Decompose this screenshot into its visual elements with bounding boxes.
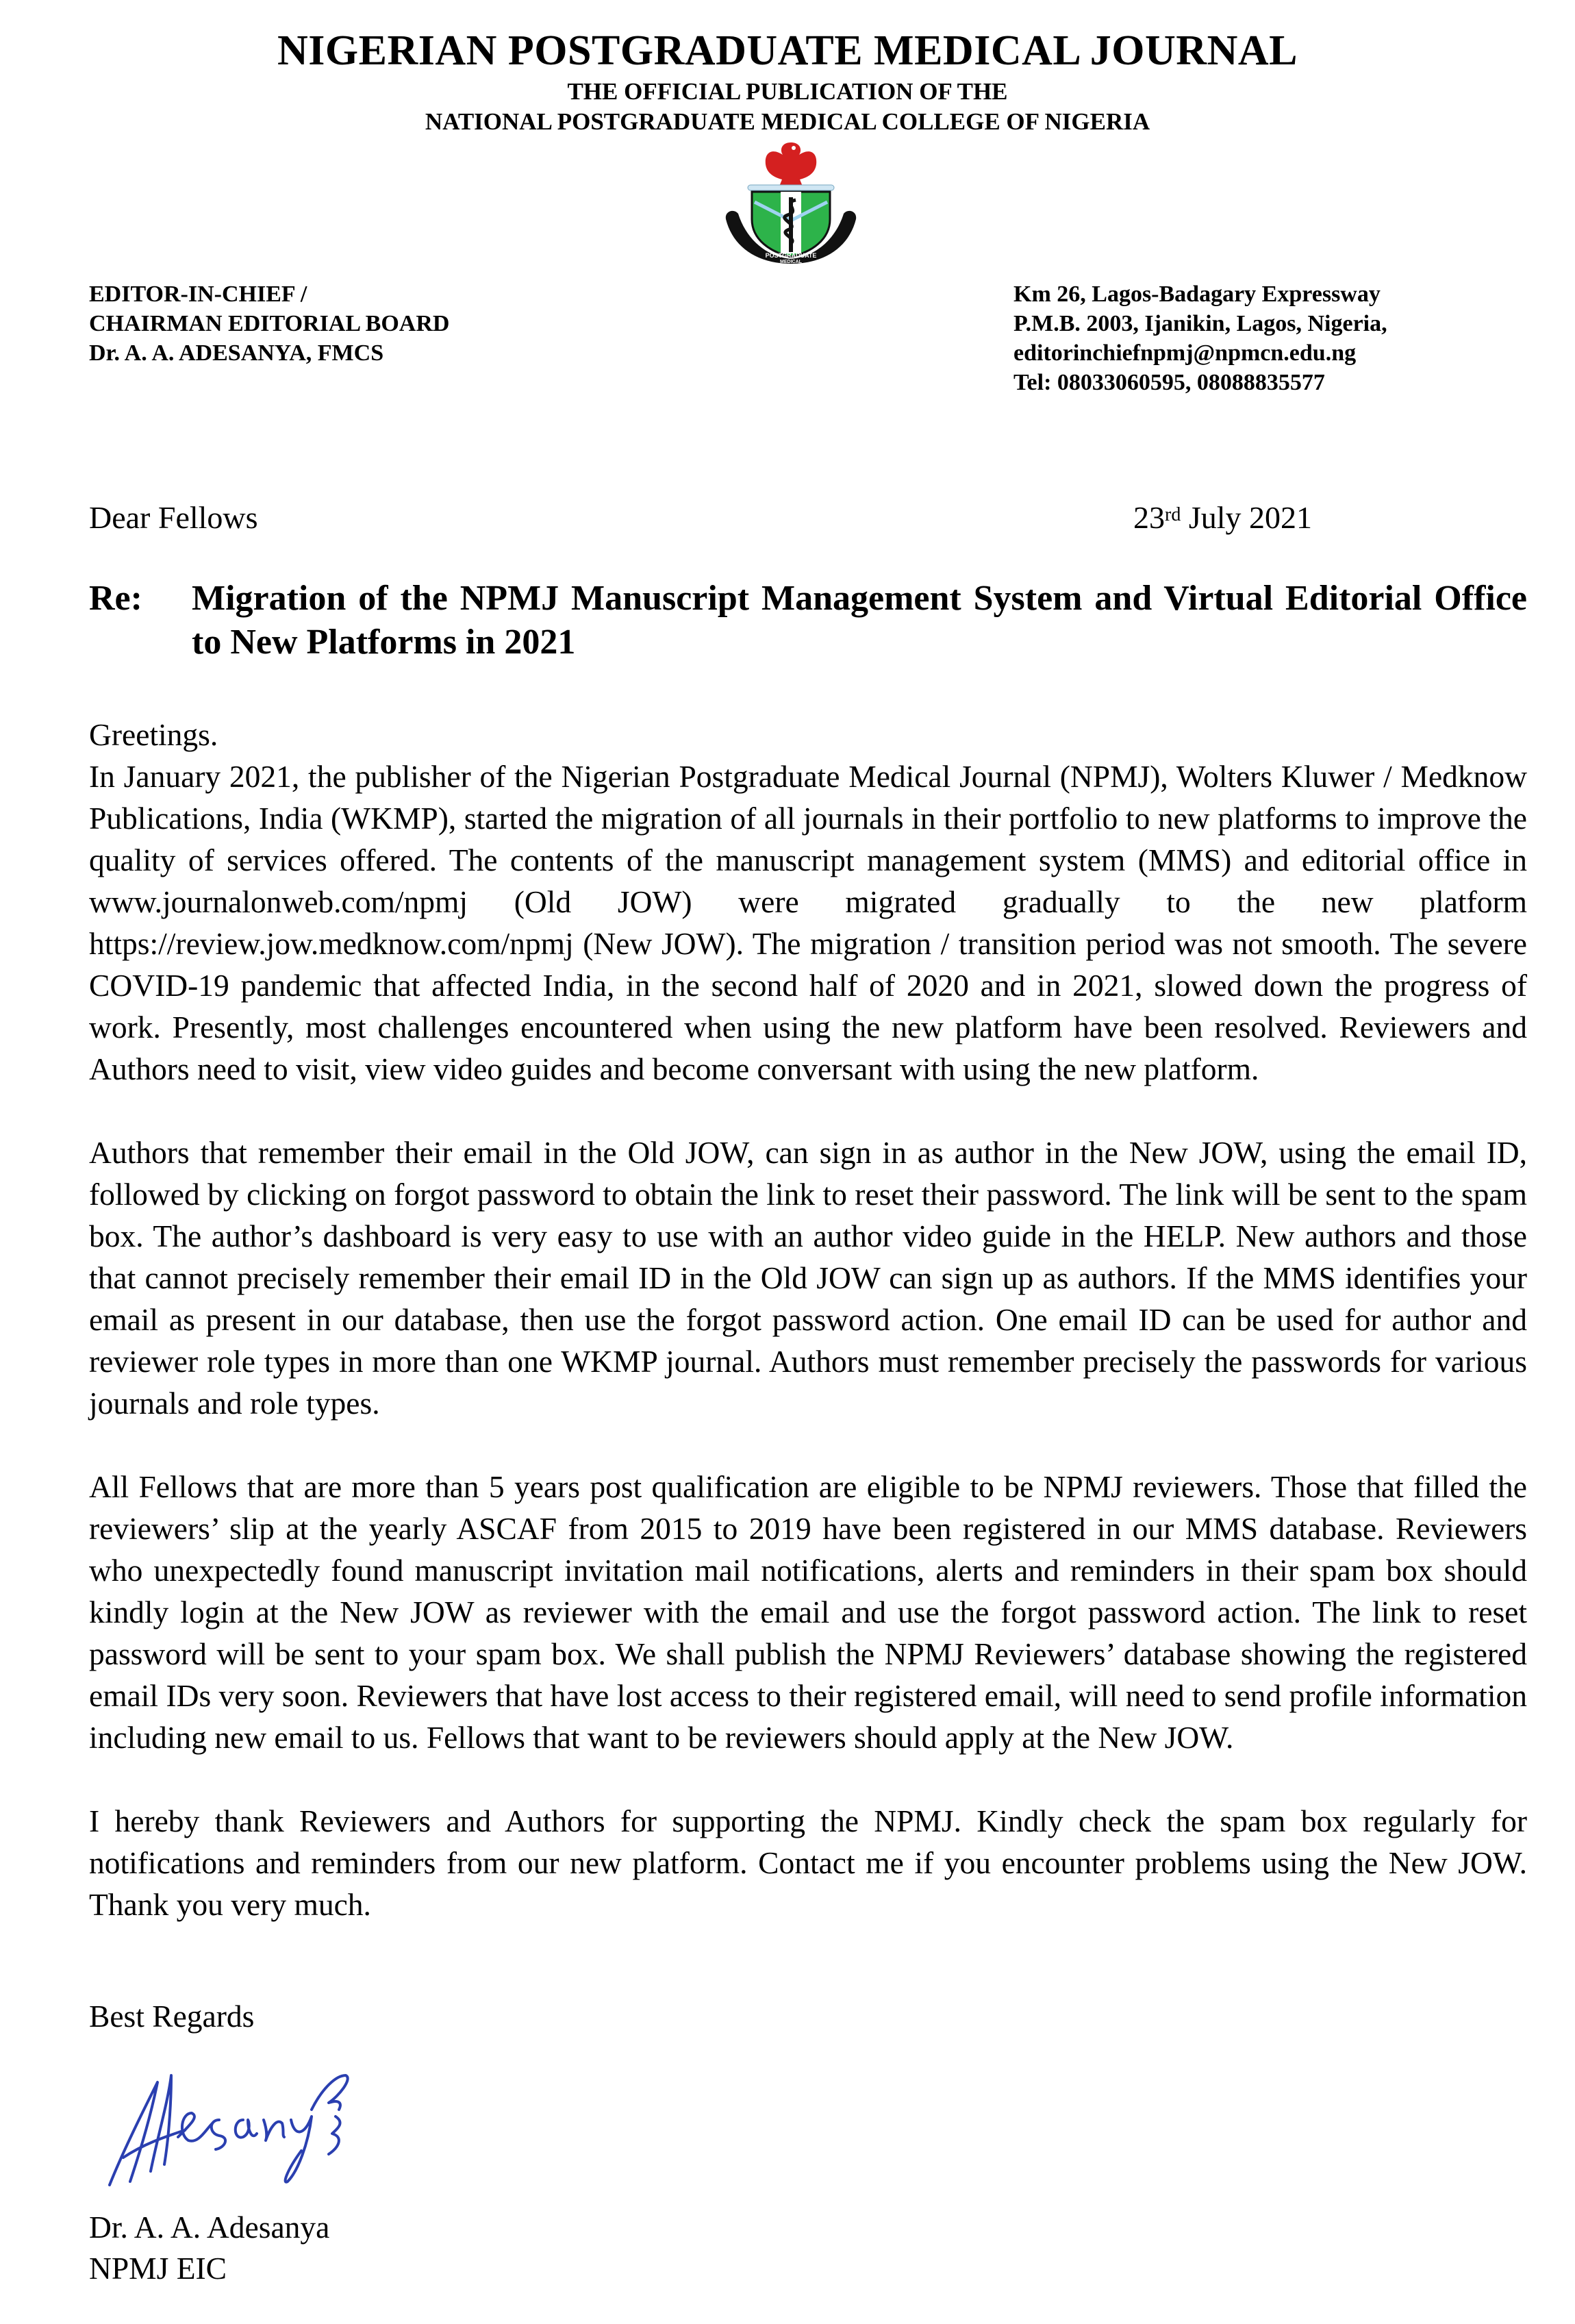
svg-text:POSTGRADUATE: POSTGRADUATE [765, 252, 817, 259]
body-paragraph-3: All Fellows that are more than 5 years post qualification are eligible to be NPMJ reviewers. Those that filled the reviewers’ slip at the yearly ASCAF from 2015 to 2019 have been registered in our MMS database. Reviewers who unexpectedly found manuscript invitation mail notifications, alerts and reminders in their spam box should kindly login at the New JOW as reviewer with the email and use the forgot password action. The link to reset password will be sent to your spam box. We shall publish the NPMJ Reviewers’ database showing the registered email IDs very soon. Reviewers that have lost access to their registered email, will need to send profile information including new email to us. Fellows that want to be reviewers should apply at the New JOW. [89, 1469, 1527, 1755]
journal-title: NIGERIAN POSTGRADUATE MEDICAL JOURNAL [277, 27, 1298, 74]
date-month-year: July 2021 [1181, 500, 1313, 535]
letter-date [1133, 499, 1312, 537]
subject-text: Migration of the NPMJ Manuscript Management System and Virtual Editorial Office to New Platforms in 2021 [192, 579, 1527, 662]
signoff-title: NPMJ EIC [89, 2251, 227, 2286]
signoff-name: Dr. A. A. Adesanya [89, 2210, 330, 2245]
editor-info-block [89, 279, 449, 368]
editor-role: EDITOR-IN-CHIEF / [89, 282, 307, 307]
address-block [1013, 279, 1387, 397]
address-line-2: P.M.B. 2003, Ijanikin, Lagos, Nigeria, [1013, 311, 1387, 336]
salutation: Dear Fellows [89, 500, 258, 535]
contact-phone: Tel: 08033060595, 08088835577 [1013, 370, 1325, 395]
body-paragraph-1: In January 2021, the publisher of the Nigerian Postgraduate Medical Journal (NPMJ), Wolters Kluwer / Medknow Publications, India (WKMP), started the migration of all journals in their portfolio to new platforms to improve the quality of services offered. The contents of the manuscript management system (MMS) and editorial office in www.journalonweb.com/npmj (Old JOW) were migrated gradually to the new platform https://review.jow.medknow.com/npmj (New JOW). The migration / transition period was not smooth. The severe COVID-19 pandemic that affected India, in the second half of 2020 and in 2021, slowed down the progress of work. Presently, most challenges encountered when using the new platform have been resolved. Reviewers and Authors need to visit, view video guides and become conversant with using the new platform. [89, 759, 1527, 1086]
editor-board-role: CHAIRMAN EDITORIAL BOARD [89, 311, 450, 336]
college-crest-icon [692, 137, 890, 264]
subject-line [89, 577, 1527, 664]
college-name: NATIONAL POSTGRADUATE MEDICAL COLLEGE OF NIGERIA [425, 108, 1150, 135]
journal-subtitle: THE OFFICIAL PUBLICATION OF THE [567, 78, 1008, 105]
svg-text:MEDICAL: MEDICAL [780, 260, 802, 264]
signoff-block [89, 2207, 329, 2289]
date-day: 23 [1133, 500, 1165, 535]
editor-name: Dr. A. A. ADESANYA, FMCS [89, 340, 384, 366]
address-line-1: Km 26, Lagos-Badagary Expressway [1013, 282, 1381, 307]
body-paragraph-2: Authors that remember their email in the Old JOW, can sign in as author in the New JOW, using the email ID, followed by clicking on forgot password to obtain the link to reset their password. The link will be sent to the spam box. The author’s dashboard is very easy to use with an author video guide in the HELP. New authors and those that cannot precisely remember their email ID in the Old JOW can sign up as authors. If the MMS identifies your email as present in our database, then use the forgot password action. One email ID can be used for author and reviewer role types in more than one WKMP journal. Authors must remember precisely the passwords for various journals and role types. [89, 1135, 1527, 1421]
closing: Best Regards [89, 1999, 255, 2034]
subject-prefix: Re: [89, 579, 142, 618]
handwritten-signature-icon [103, 2055, 377, 2192]
body-paragraph-4: I hereby thank Reviewers and Authors for supporting the NPMJ. Kindly check the spam box regularly for notifications and reminders from our new platform. Contact me if you encounter problems using the New JOW. Thank you very much. [89, 1803, 1527, 1922]
greeting: Greetings. [89, 717, 218, 752]
letter-body [89, 714, 1527, 1925]
contact-email[interactable]: editorinchiefnpmj@npmcn.edu.ng [1013, 340, 1357, 366]
date-suffix: rd [1165, 504, 1181, 525]
